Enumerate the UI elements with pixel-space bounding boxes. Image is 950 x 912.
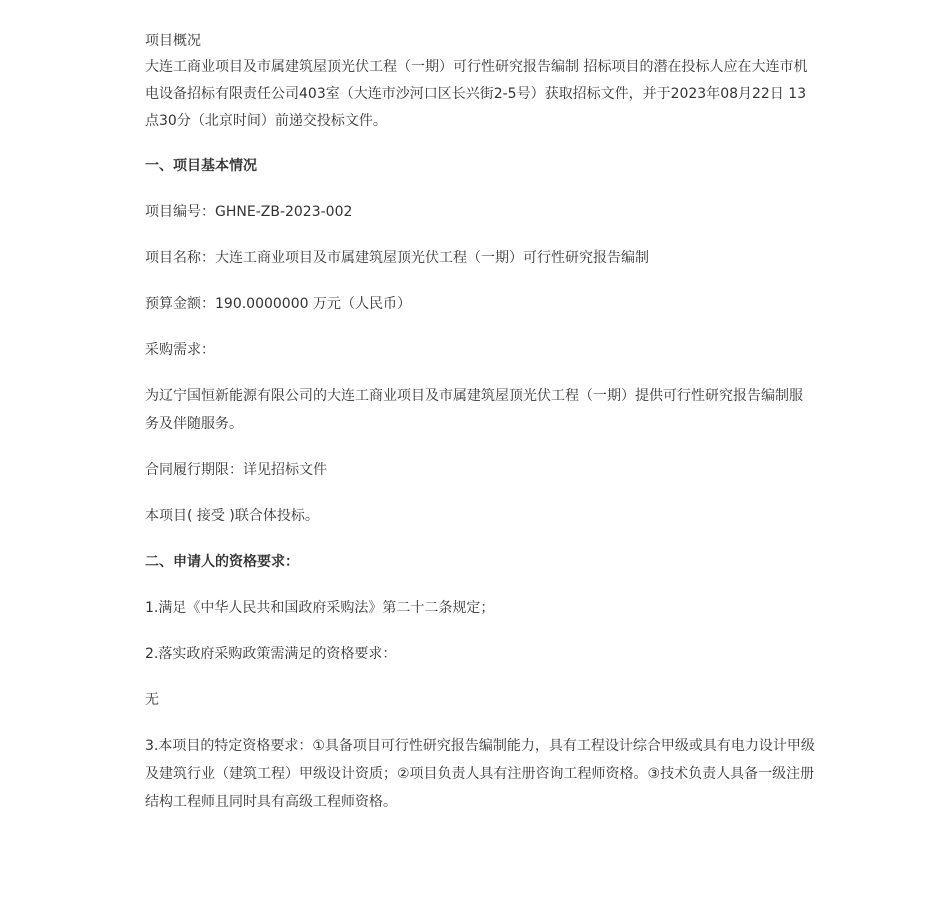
announcement-document xyxy=(145,28,815,816)
requirement-3: 3.本项目的特定资格要求：①具备项目可行性研究报告编制能力，具有工程设计综合甲级或具有电力设计甲级及建筑行业（建筑工程）甲级设计资质；②项目负责人具有注册咨询工程师资格。③技术负责人具备一级注册结构工程师且同时具有高级工程师资格。 xyxy=(145,738,815,810)
section-heading-qualifications: 二、申请人的资格要求： xyxy=(145,554,299,570)
project-name: 项目名称：大连工商业项目及市属建筑屋顶光伏工程（一期）可行性研究报告编制 xyxy=(145,250,649,266)
requirement-1: 1.满足《中华人民共和国政府采购法》第二十二条规定； xyxy=(145,600,495,616)
contract-period: 合同履行期限：详见招标文件 xyxy=(145,462,327,478)
requirement-2-value: 无 xyxy=(145,692,159,708)
consortium-bidding: 本项目( 接受 )联合体投标。 xyxy=(145,508,319,524)
overview-title: 项目概况 xyxy=(145,33,201,49)
overview-body: 大连工商业项目及市属建筑屋顶光伏工程（一期）可行性研究报告编制 招标项目的潜在投标人应在大连市机电设备招标有限责任公司403室（大连市沙河口区长兴街2-5号）获取招标文件，并于2023年08月22日 13点30分（北京时间）前递交投标文件。 xyxy=(145,59,808,129)
project-number: 项目编号：GHNE-ZB-2023-002 xyxy=(145,204,353,220)
budget-amount: 预算金额：190.0000000 万元（人民币） xyxy=(145,296,411,312)
procurement-text: 为辽宁国恒新能源有限公司的大连工商业项目及市属建筑屋顶光伏工程（一期）提供可行性研究报告编制服务及伴随服务。 xyxy=(145,388,803,432)
procurement-label: 采购需求： xyxy=(145,342,215,358)
section-heading-project-info: 一、项目基本情况 xyxy=(145,158,257,174)
requirement-2: 2.落实政府采购政策需满足的资格要求： xyxy=(145,646,397,662)
